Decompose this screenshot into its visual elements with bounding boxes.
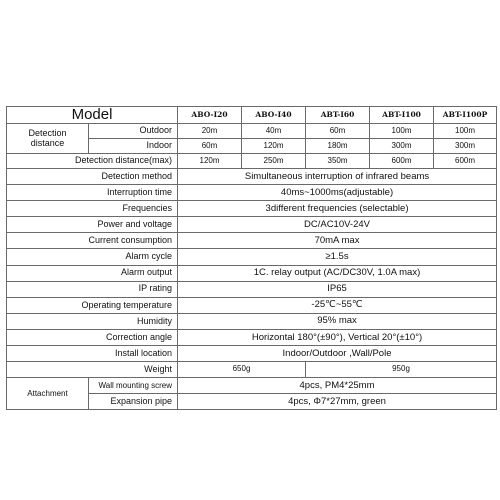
spec-label: Correction angle — [7, 329, 178, 345]
spec-value: -25℃~55℃ — [178, 297, 497, 313]
spec-value: 3different frequencies (selectable) — [178, 201, 497, 217]
spec-value: 95% max — [178, 313, 497, 329]
max-distance-row — [7, 154, 497, 169]
spec-value: ≥1.5s — [178, 249, 497, 265]
wall-screw-label: Wall mounting screw — [89, 378, 178, 394]
outdoor-value: 100m — [370, 124, 434, 139]
outdoor-value: 40m — [242, 124, 306, 139]
spec-row-ip-rating — [7, 281, 497, 297]
spec-row-humidity — [7, 313, 497, 329]
max-distance-value: 600m — [434, 154, 497, 169]
spec-label: IP rating — [7, 281, 178, 297]
indoor-value: 180m — [306, 139, 370, 154]
model-abo-i20: ABO-I20 — [178, 107, 242, 124]
spec-row-operating-temperature — [7, 297, 497, 313]
spec-row-install-location — [7, 346, 497, 362]
spec-row-interruption-time — [7, 185, 497, 201]
outdoor-value: 20m — [178, 124, 242, 139]
model-header: Model — [7, 107, 178, 124]
spec-label: Current consumption — [7, 233, 178, 249]
spec-label: Power and voltage — [7, 217, 178, 233]
max-distance-value: 350m — [306, 154, 370, 169]
spec-row-alarm-cycle — [7, 249, 497, 265]
weight-value-large: 950g — [306, 362, 497, 378]
spec-value: DC/AC10V-24V — [178, 217, 497, 233]
spec-row-power-voltage — [7, 217, 497, 233]
spec-row-current-consumption — [7, 233, 497, 249]
spec-value: Simultaneous interruption of infrared beams — [178, 169, 497, 185]
model-abt-i100: ABT-I100 — [370, 107, 434, 124]
spec-row-detection-method — [7, 169, 497, 185]
spec-label: Alarm cycle — [7, 249, 178, 265]
max-distance-label: Detection distance(max) — [7, 154, 178, 169]
weight-label: Weight — [7, 362, 178, 378]
expansion-pipe-label: Expansion pipe — [89, 394, 178, 410]
model-abt-i100p: ABT-I100P — [434, 107, 497, 124]
specification-table — [6, 106, 497, 410]
indoor-label: Indoor — [89, 139, 178, 154]
spec-row-frequencies — [7, 201, 497, 217]
max-distance-value: 600m — [370, 154, 434, 169]
spec-label: Interruption time — [7, 185, 178, 201]
spec-label: Frequencies — [7, 201, 178, 217]
spec-label: Detection method — [7, 169, 178, 185]
spec-value: Indoor/Outdoor ,Wall/Pole — [178, 346, 497, 362]
spec-value: IP65 — [178, 281, 497, 297]
outdoor-row — [7, 124, 497, 139]
weight-value-small: 650g — [178, 362, 306, 378]
attachment-group-label: Attachment — [7, 378, 89, 410]
outdoor-value: 60m — [306, 124, 370, 139]
indoor-value: 60m — [178, 139, 242, 154]
spec-row-wall-screw — [7, 378, 497, 394]
max-distance-value: 250m — [242, 154, 306, 169]
detection-distance-group-label: Detection distance — [7, 124, 89, 154]
model-abo-i40: ABO-I40 — [242, 107, 306, 124]
spec-label: Install location — [7, 346, 178, 362]
expansion-pipe-value: 4pcs, Φ7*27mm, green — [178, 394, 497, 410]
spec-label: Alarm output — [7, 265, 178, 281]
spec-value: Horizontal 180°(±90°), Vertical 20°(±10°) — [178, 329, 497, 345]
indoor-value: 300m — [370, 139, 434, 154]
outdoor-label: Outdoor — [89, 124, 178, 139]
spec-value: 70mA max — [178, 233, 497, 249]
outdoor-value: 100m — [434, 124, 497, 139]
spec-value: 1C. relay output (AC/DC30V, 1.0A max) — [178, 265, 497, 281]
spec-row-alarm-output — [7, 265, 497, 281]
model-header-row — [7, 107, 497, 124]
spec-label: Operating temperature — [7, 297, 178, 313]
indoor-value: 120m — [242, 139, 306, 154]
model-abt-i60: ABT-I60 — [306, 107, 370, 124]
spec-row-weight — [7, 362, 497, 378]
wall-screw-value: 4pcs, PM4*25mm — [178, 378, 497, 394]
max-distance-value: 120m — [178, 154, 242, 169]
indoor-value: 300m — [434, 139, 497, 154]
spec-value: 40ms~1000ms(adjustable) — [178, 185, 497, 201]
spec-row-correction-angle — [7, 329, 497, 345]
spec-label: Humidity — [7, 313, 178, 329]
